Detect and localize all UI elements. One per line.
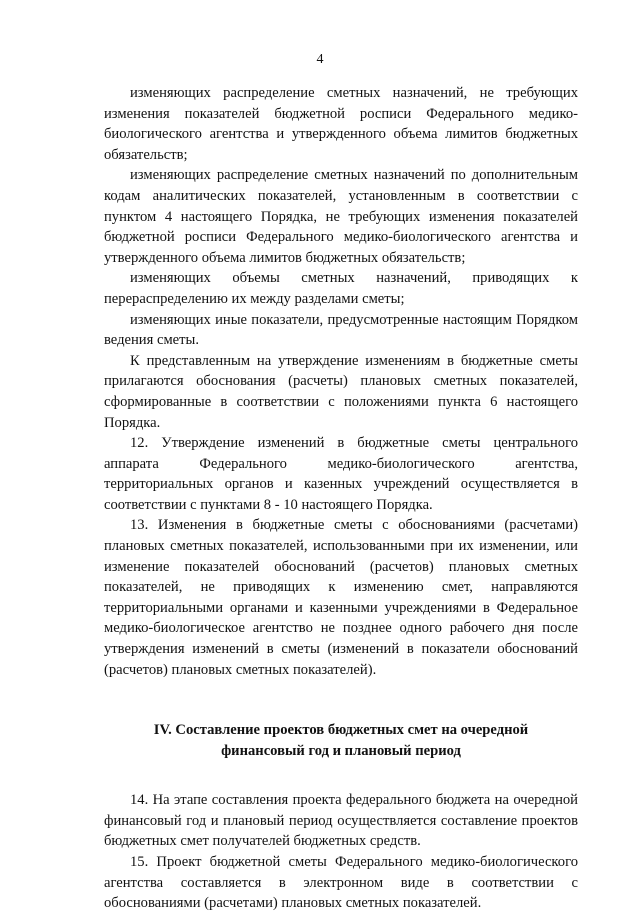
paragraph: К представленным на утверждение изменениям в бюджетные сметы прилагаются обоснования (расчеты) плановых сметных показателей, сформированные в соответствии с положениями пункта 6 настоящего Порядка.	[104, 352, 578, 431]
document-body	[104, 83, 578, 914]
paragraph: 12. Утверждение изменений в бюджетные сметы центрального аппарата Федерального медико-биологического агентства, территориальных органов и казенных учреждений осуществляется в соответствии с пунктами 8 - 10 настоящего Порядка.	[104, 435, 578, 513]
paragraph: изменяющих распределение сметных назначений по дополнительным кодам аналитических показателей, установленным в соответствии с пунктом 4 настоящего Порядка, не требующих изменения показателей бюджетной росписи Федерального медико-биологического агентства и утвержденного объема лимитов бюджетных обязательств;	[104, 167, 578, 266]
page-number: 4	[316, 52, 324, 67]
section-title	[104, 720, 578, 762]
section-title-line: финансовый год и плановый период	[221, 743, 461, 760]
paragraph: 14. На этапе составления проекта федерального бюджета на очередной финансовый год и плановый период осуществляется составление проектов бюджетных смет получателей бюджетных средств.	[104, 792, 578, 850]
paragraph: изменяющих распределение сметных назначений, не требующих изменения показателей бюджетной росписи Федерального медико-биологического агентства и утвержденного объема лимитов бюджетных обязательств;	[104, 85, 578, 163]
section-title-line: IV. Составление проектов бюджетных смет на очередной	[153, 722, 529, 739]
paragraph: 13. Изменения в бюджетные сметы с обоснованиями (расчетами) плановых сметных показателей, использованными при их изменении, или изменение показателей обоснований (расчетов) плановых сметных показателей, не приводящих к изменению смет, направляются территориальными органами и казенными учреждениями в Федеральное медико-биологическое агентство не позднее одного рабочего дня после утверждения изменений в сметы (изменений в показатели обоснований (расчетов) плановых сметных показателей).	[104, 517, 578, 678]
paragraph: 15. Проект бюджетной сметы Федерального медико-биологического агентства составляется в электронном виде в соответствии с обоснованиями (расчетами) плановых сметных показателей.	[104, 854, 578, 912]
paragraph: изменяющих иные показатели, предусмотренные настоящим Порядком ведения сметы.	[104, 311, 578, 349]
paragraph: изменяющих объемы сметных назначений, приводящих к перераспределению их между разделами сметы;	[104, 270, 578, 307]
